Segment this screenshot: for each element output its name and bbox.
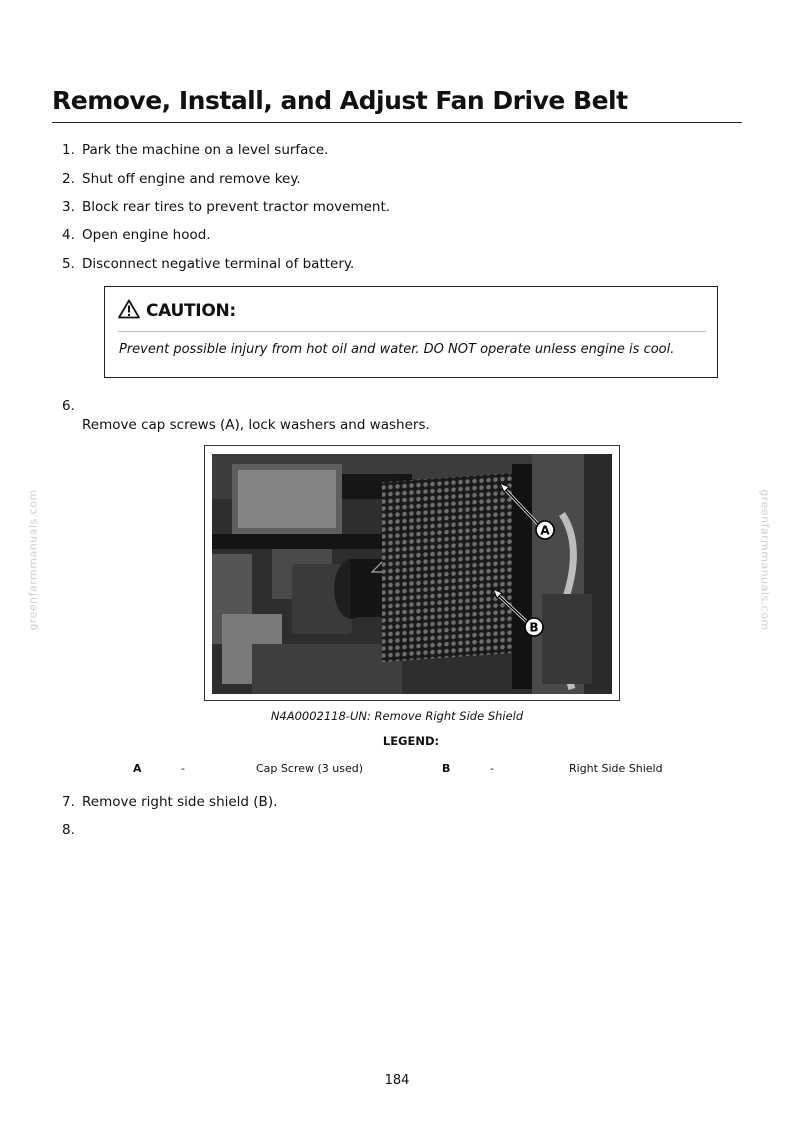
caution-title: CAUTION: xyxy=(146,301,236,321)
step-number: 1. xyxy=(62,142,75,158)
legend-title: LEGEND: xyxy=(382,734,440,748)
page-number: 184 xyxy=(384,1073,410,1088)
legend-key-b: B xyxy=(442,762,451,775)
step-3 xyxy=(62,199,82,215)
page-title: Remove, Install, and Adjust Fan Drive Belt xyxy=(52,86,628,115)
step-2-text: Shut off engine and remove key. xyxy=(82,171,301,187)
callout-b-label: B xyxy=(529,620,539,635)
step-number: 2. xyxy=(62,171,75,187)
step-1-text: Park the machine on a level surface. xyxy=(82,142,329,158)
step-6 xyxy=(62,398,82,414)
step-8 xyxy=(62,822,82,838)
figure-photo xyxy=(204,445,620,701)
step-2 xyxy=(62,171,82,187)
step-number: 6. xyxy=(62,398,75,414)
step-7 xyxy=(62,794,82,810)
step-number: 4. xyxy=(62,227,75,243)
step-number: 5. xyxy=(62,256,75,272)
caution-header xyxy=(118,299,236,323)
caution-box xyxy=(104,286,718,378)
watermark-left: greenfarmmanuals.com xyxy=(26,489,40,631)
step-3-text: Block rear tires to prevent tractor movement. xyxy=(82,199,391,215)
caution-text: Prevent possible injury from hot oil and water. DO NOT operate unless engine is cool. xyxy=(119,342,675,357)
warning-triangle-icon xyxy=(118,299,140,323)
step-4 xyxy=(62,227,82,243)
step-number: 8. xyxy=(62,822,75,838)
legend-dash-a: - xyxy=(181,762,185,775)
title-divider xyxy=(52,122,742,123)
step-4-text: Open engine hood. xyxy=(82,227,211,243)
step-number: 3. xyxy=(62,199,75,215)
step-6-text: Remove cap screws (A), lock washers and washers. xyxy=(82,417,430,433)
step-number: 7. xyxy=(62,794,75,810)
legend-desc-b: Right Side Shield xyxy=(569,762,663,775)
legend-dash-b: - xyxy=(490,762,494,775)
callout-a-label: A xyxy=(540,523,550,538)
step-1 xyxy=(62,142,82,158)
step-5-text: Disconnect negative terminal of battery. xyxy=(82,256,355,272)
figure-caption: N4A0002118-UN: Remove Right Side Shield xyxy=(270,709,524,723)
watermark-right: greenfarmmanuals.com xyxy=(758,489,772,631)
legend-desc-a: Cap Screw (3 used) xyxy=(256,762,364,775)
step-5 xyxy=(62,256,82,272)
step-7-text: Remove right side shield (B). xyxy=(82,794,278,810)
engine-photo xyxy=(212,454,612,694)
legend-key-a: A xyxy=(133,762,142,775)
caution-divider xyxy=(118,331,706,332)
